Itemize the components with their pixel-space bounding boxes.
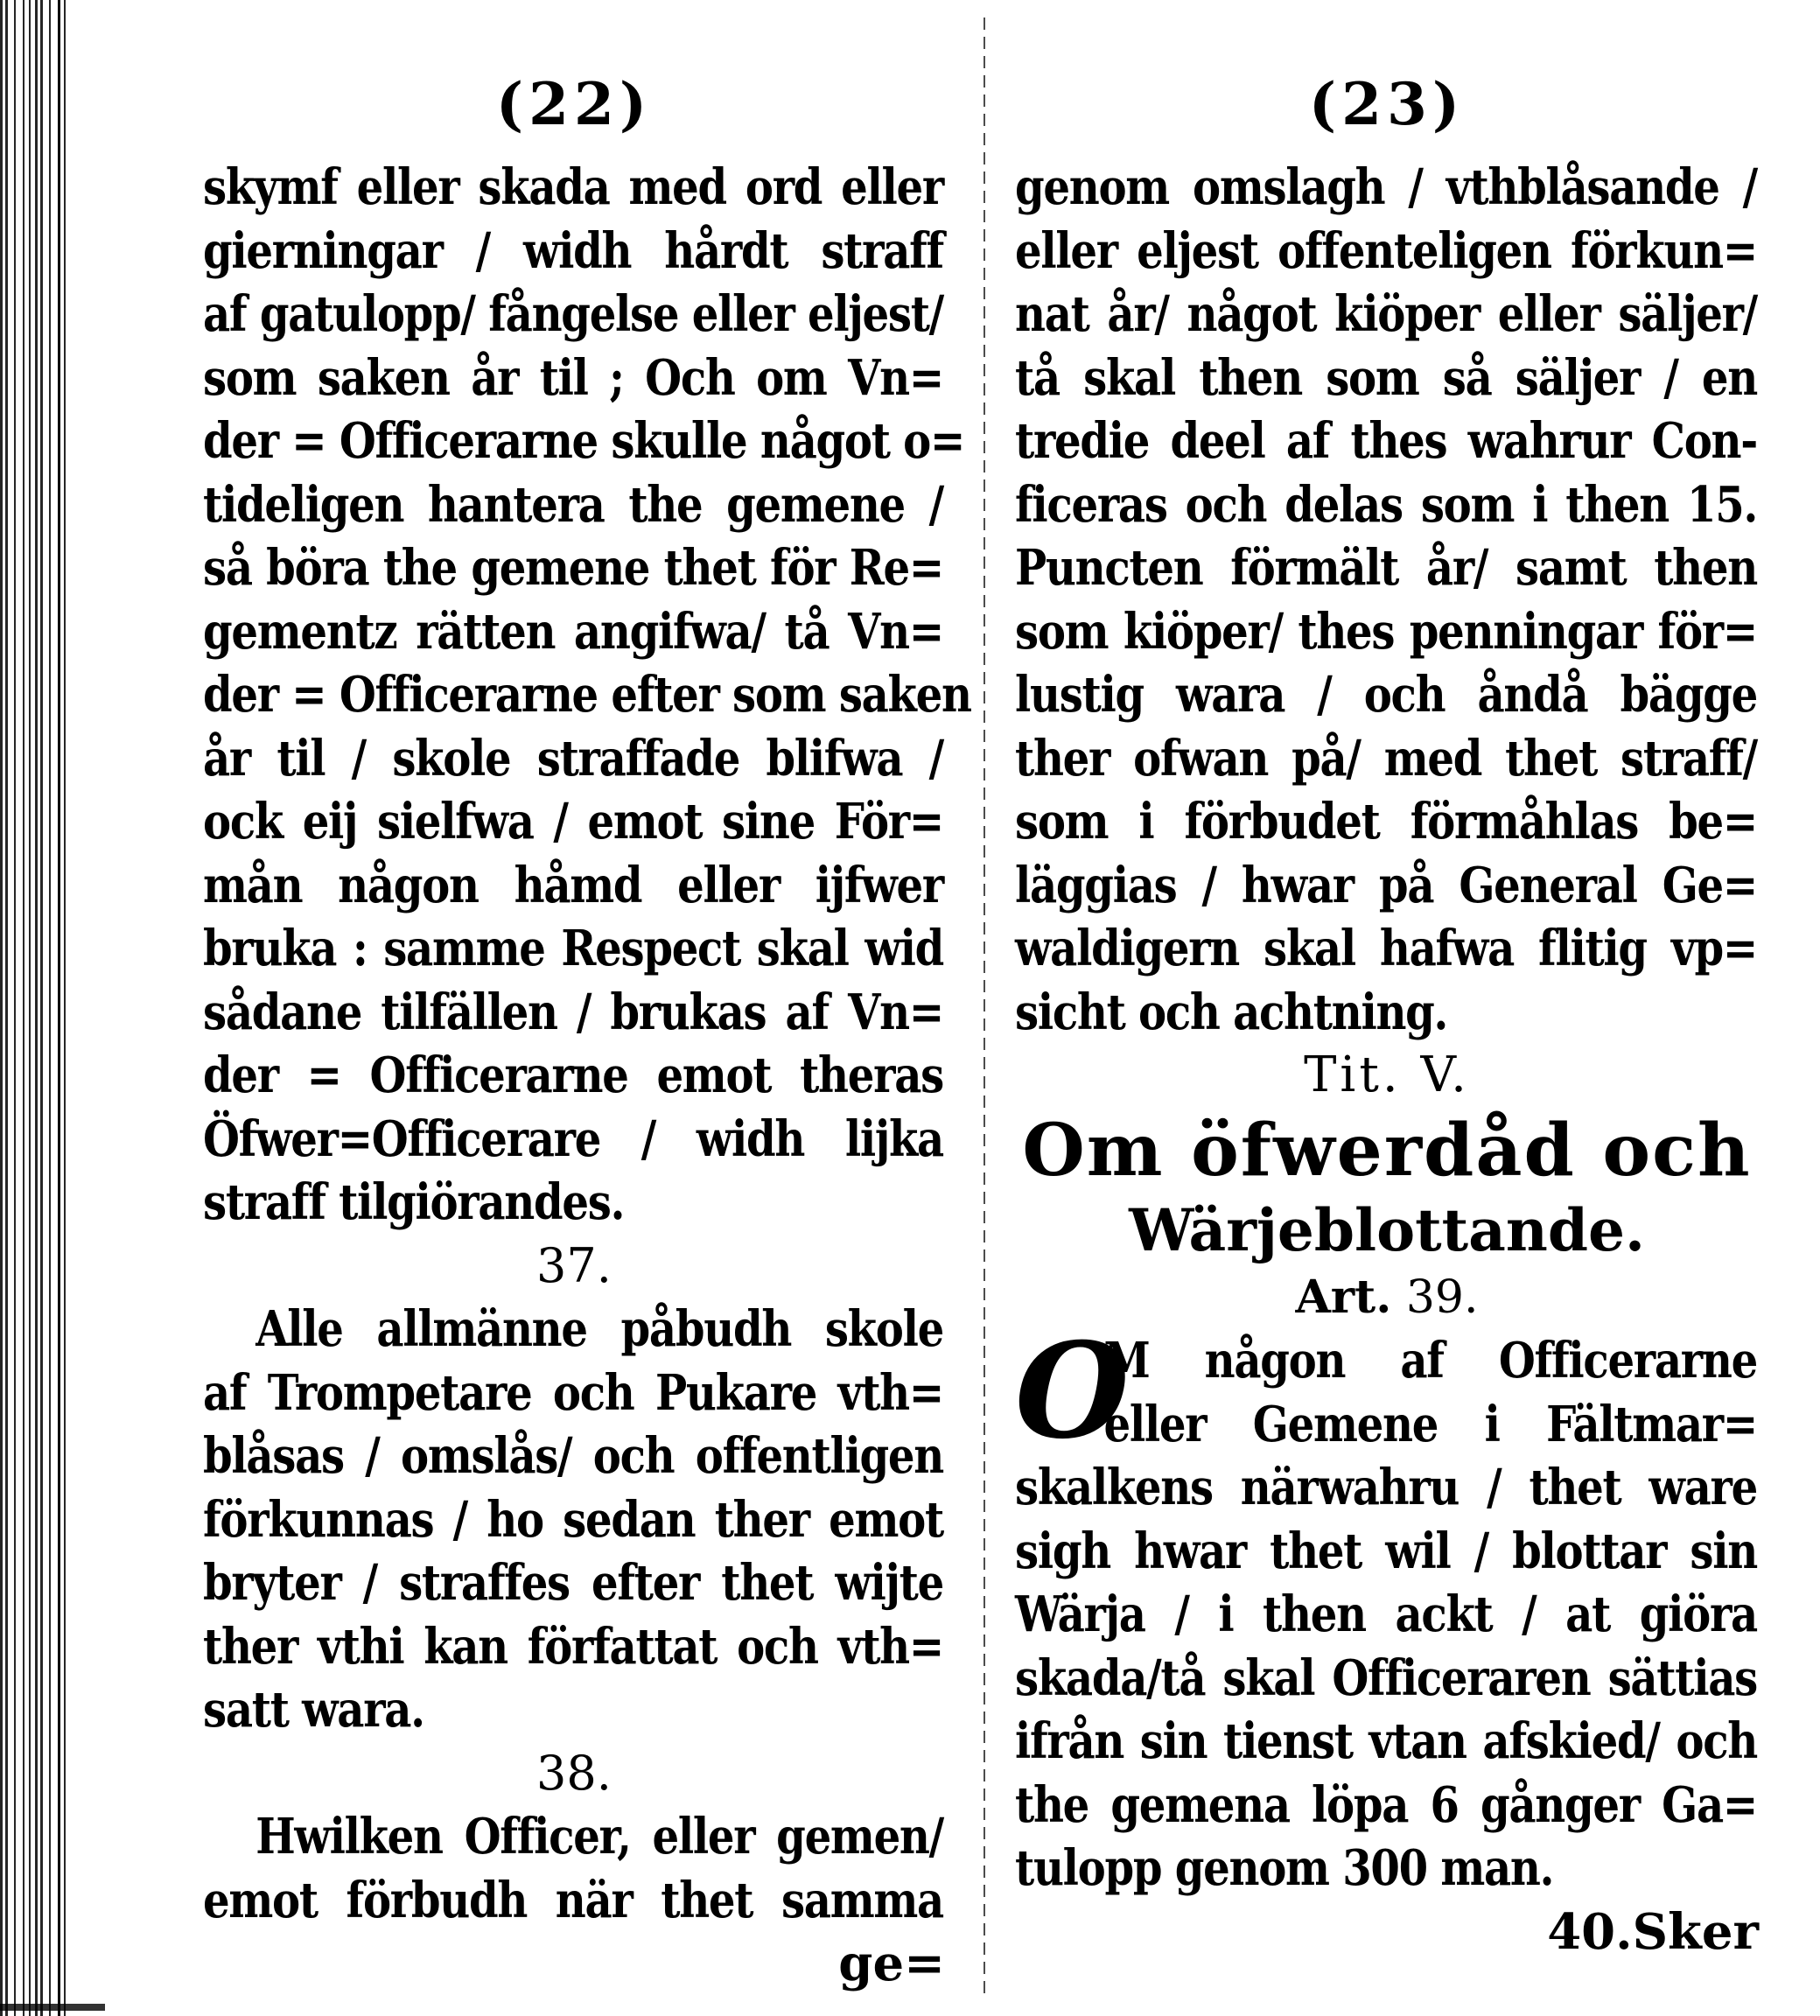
text-line: Öfwer=Officerare / widh lijka (203, 1110, 943, 1168)
text-line: der = Officerarne efter som saken (203, 666, 971, 724)
text-line: år til / skole straffade blifwa / (203, 729, 943, 788)
text-line: M någon af Officerarne (1103, 1332, 1757, 1390)
text-line: emot förbudh när thet samma (203, 1871, 943, 1929)
text-line: sigh hwar thet wil / blottar sin (1015, 1522, 1757, 1580)
text-line: som saken år til ; Och om Vn= (203, 348, 943, 407)
text-line: the gemena löpa 6 gånger Ga= (1015, 1775, 1757, 1834)
text-line: skada/tå skal Officeraren sättias (1015, 1648, 1757, 1707)
text-line: mån någon håmd eller ijfwer (203, 856, 943, 914)
text-line: sicht och achtning. (1015, 983, 1448, 1041)
text-line: ficeras och delas som i then 15. (1015, 475, 1757, 534)
text-line: så böra the gemene thet för Re= (203, 539, 943, 597)
text-line: som i förbudet förmåhlas be= (1015, 793, 1757, 850)
text-line: läggias / hwar på General Ge= (1015, 856, 1757, 914)
page-edge-line (58, 0, 60, 2016)
section-number-38: 38. (536, 1745, 612, 1801)
title-heading-line-1: Om öfwerdåd och (1022, 1109, 1752, 1193)
text-line: ther vthi kan författat och vth= (203, 1617, 943, 1676)
text-line: bryter / straffes efter thet wijte (203, 1554, 943, 1612)
text-line: tredie deel af thes wahrur Con- (1015, 412, 1757, 470)
text-line: satt wara. (203, 1681, 424, 1739)
text-line: der = Officerarne emot theras (203, 1046, 943, 1104)
text-line: gierningar / widh hårdt straff (203, 221, 943, 280)
text-line: tå skal then som så säljer / en (1015, 348, 1757, 407)
article-body (1015, 1314, 1759, 1900)
text-line: skymf eller skada med ord eller (203, 158, 943, 216)
left-page-text (203, 156, 971, 1996)
text-line: lustig wara / och åndå bägge (1015, 666, 1757, 724)
text-line: Puncten förmält år/ samt then (1015, 539, 1757, 597)
title-heading-line-2: Wärjeblottande. (1129, 1196, 1645, 1264)
catchword-right: 40.Sker (1547, 1902, 1759, 1961)
text-line: ock eij sielfwa / emot sine För= (203, 793, 943, 850)
section-number-37: 37. (536, 1237, 612, 1293)
text-line: tulopp genom 300 man. (1015, 1839, 1554, 1897)
text-line: der = Officerarne skulle något o= (203, 412, 965, 470)
text-line: Alle allmänne påbudh skole (256, 1300, 943, 1358)
page-number-right: (23) (1308, 70, 1466, 138)
text-line: eller Gemene i Fältmar= (1103, 1395, 1757, 1453)
catchword-left: ge= (838, 1935, 945, 1992)
text-line: af gatulopp/ fångelse eller eljest/ (203, 285, 943, 343)
article-number: 39. (1405, 1271, 1479, 1324)
text-line: genom omslagh / vthblåsande / (1015, 158, 1757, 216)
center-gutter (984, 18, 985, 1995)
text-line: eller eljest offenteligen förkun= (1015, 221, 1757, 280)
article-label: Art. (1295, 1270, 1392, 1324)
text-line: waldigern skal hafwa flitig vp= (1015, 920, 1757, 977)
text-line: straff tilgiörandes. (203, 1173, 625, 1231)
text-line: ther ofwan på/ med thet straff/ (1015, 729, 1757, 788)
text-line: Hwilken Officer, eller gemen/ (256, 1808, 943, 1866)
text-line: ifrån sin tienst vtan afskied/ och (1015, 1712, 1757, 1770)
ornamental-dropcap: O (1015, 1314, 1130, 1468)
text-line: bruka : samme Respect skal wid (203, 920, 943, 977)
text-line: förkunnas / ho sedan ther emot (203, 1490, 943, 1549)
text-line: skalkens närwahru / thet ware (1015, 1459, 1757, 1516)
text-line: som kiöper/ thes penningar för= (1015, 602, 1757, 661)
text-line: nat år/ något kiöper eller säljer/ (1015, 285, 1757, 343)
text-line: gementz rätten angifwa/ tå Vn= (203, 602, 943, 661)
text-line: tideligen hantera the gemene / (203, 475, 943, 534)
text-line: Wärja / i then ackt / at giöra (1015, 1586, 1757, 1643)
page-number-left: (22) (495, 70, 653, 138)
text-line: blåsas / omslås/ och offentligen (203, 1427, 943, 1485)
text-line: af Trompetare och Pukare vth= (203, 1363, 943, 1422)
text-line: sådane tilfällen / brukas af Vn= (203, 983, 943, 1041)
title-number: Tit. V. (1304, 1046, 1470, 1103)
binding-bottom-mark (0, 2004, 105, 2011)
right-page-text (1015, 156, 1759, 1964)
